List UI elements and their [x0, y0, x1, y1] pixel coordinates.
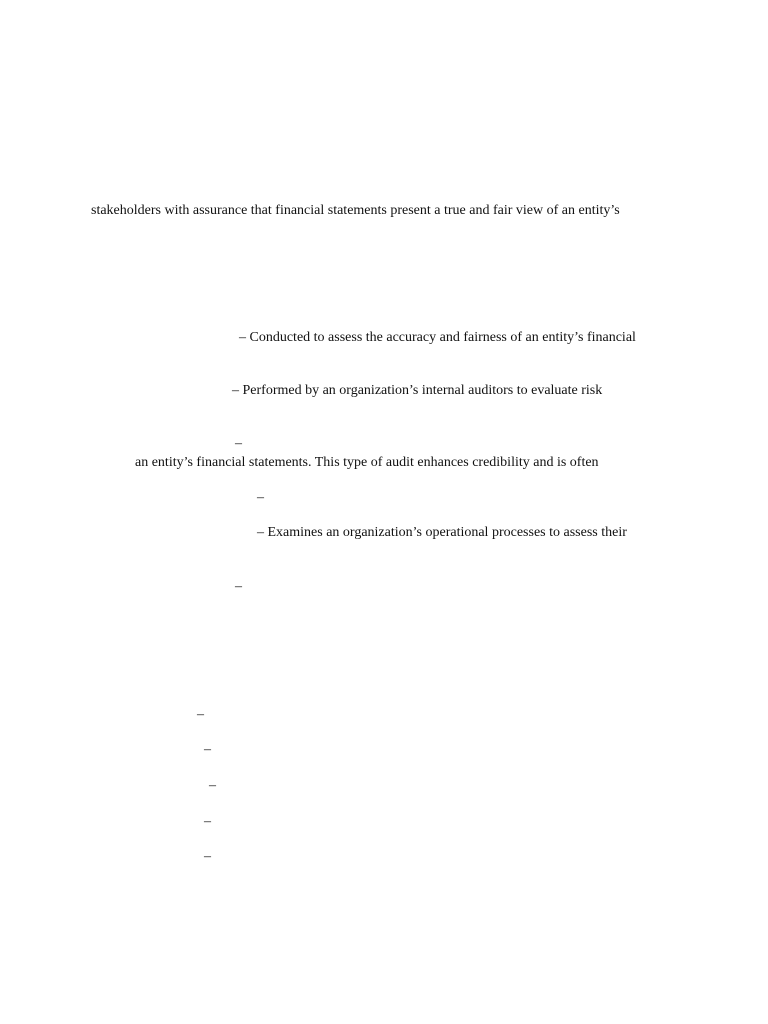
list-dash: –: [204, 814, 211, 829]
list-dash: –: [204, 849, 211, 864]
list-dash: –: [197, 707, 204, 722]
list-dash: –: [204, 742, 211, 757]
text-line-external-audit: an entity’s financial statements. This type of audit enhances credibility and is often: [135, 455, 599, 470]
dash-marker: –: [235, 436, 242, 451]
list-dash: –: [209, 778, 216, 793]
text-line-stakeholders: stakeholders with assurance that financial statements present a true and fair view of an entity’s: [91, 203, 620, 218]
text-line-operational-audit: – Examines an organization’s operational processes to assess their: [257, 525, 627, 540]
text-line-financial-audit: – Conducted to assess the accuracy and fairness of an entity’s financial: [239, 330, 636, 345]
dash-marker: –: [235, 579, 242, 594]
text-line-internal-audit: – Performed by an organization’s internal auditors to evaluate risk: [232, 383, 603, 398]
dash-marker: –: [257, 490, 264, 505]
